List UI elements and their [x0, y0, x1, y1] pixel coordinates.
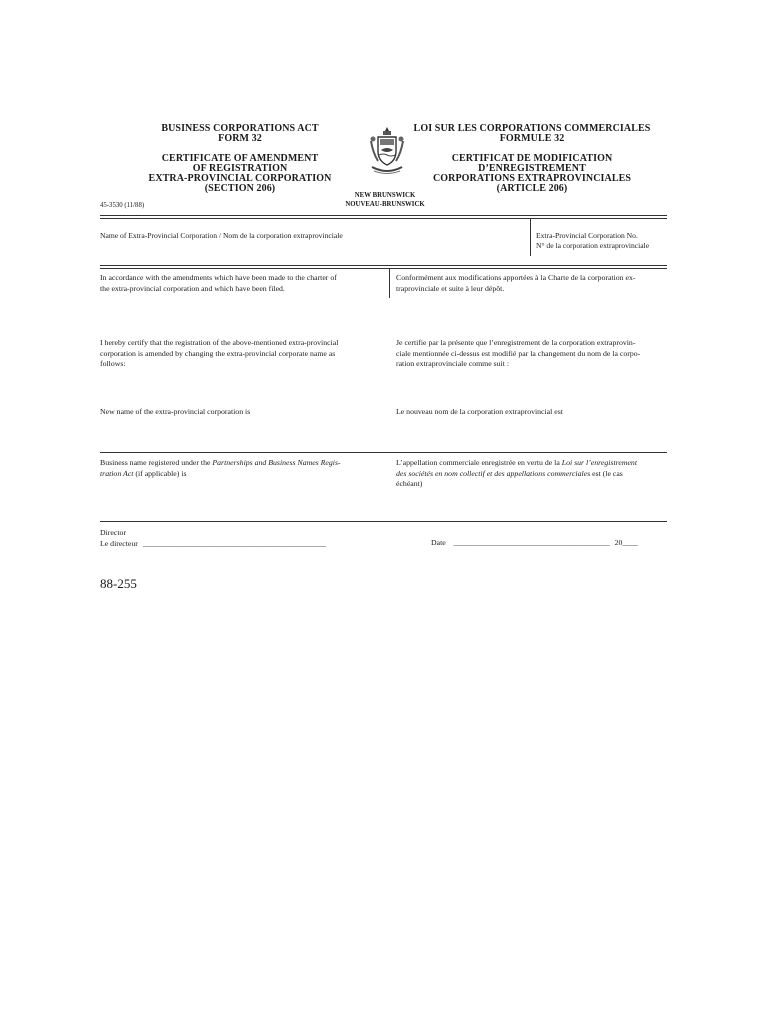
province-fr: NOUVEAU-BRUNSWICK: [345, 200, 425, 208]
business-en-pre: Business name registered under the: [100, 458, 213, 467]
business-fr-act-title-2: des sociétés en nom collectif et des appellations commerciales: [396, 468, 591, 478]
year-field[interactable]: 20____: [614, 538, 638, 547]
header-fr: [402, 124, 662, 194]
certificate-title-en-3: EXTRA-PROVINCIAL CORPORATION: [148, 173, 332, 184]
province-en: NEW BRUNSWICK: [354, 192, 416, 199]
act-title-en: BUSINESS CORPORATIONS ACT: [161, 123, 319, 134]
date-line[interactable]: ________________________________________: [453, 538, 610, 547]
business-fr-pre: L’appellation commerciale enregistrée en vertu de la: [396, 458, 562, 467]
corp-name-input[interactable]: [100, 242, 526, 256]
certify-en-line-2: corporation is amended by changing the extra-provincial corporate name as: [100, 348, 336, 358]
business-en-line-2: [100, 469, 385, 480]
business-fr-line-2: [396, 469, 671, 480]
certificate-title-en-2: OF REGISTRATION: [192, 163, 288, 174]
certify-en-line-1: I hereby certify that the registration of the above-mentioned extra-provincial: [100, 338, 339, 347]
certificate-title-en-1: CERTIFICATE OF AMENDMENT: [161, 153, 319, 164]
business-fr-post: est (le cas: [590, 468, 623, 478]
corp-number-label: [536, 231, 671, 251]
coat-of-arms-icon: [368, 125, 406, 177]
certificate-title-fr-2: D’ENREGISTREMENT: [478, 163, 586, 174]
certificate-title-fr-4: (ARTICLE 206): [496, 183, 568, 194]
footer-form-code: 88-255: [100, 576, 137, 591]
certify-en-line-3: follows:: [100, 359, 126, 368]
amend-en-line-2: the extra-provincial corporation and which have been filed.: [100, 283, 285, 293]
date-block: [431, 538, 671, 549]
corp-number-input[interactable]: [534, 250, 667, 258]
rule-2: [100, 265, 667, 269]
business-name-text-fr: [396, 458, 671, 490]
amend-text-fr: [396, 273, 671, 294]
header-en: [140, 124, 340, 194]
rule-3: [100, 452, 667, 453]
business-en-act-title: Partnerships and Business Names Regis-: [212, 458, 341, 467]
business-name-text-en: [100, 458, 385, 479]
column-divider-1: [389, 268, 390, 298]
business-fr-line-3: échéant): [396, 479, 423, 488]
act-title-fr: LOI SUR LES CORPORATIONS COMMERCIALES: [413, 123, 651, 134]
certify-fr-line-3: ration extraprovinciale comme suit :: [396, 359, 510, 368]
corp-number-label-fr: N° de la corporation extraprovinciale: [536, 241, 650, 250]
corp-name-label: Name of Extra-Provincial Corporation / Nom de la corporation extraprovinciale: [100, 231, 343, 240]
amend-en-line-1: In accordance with the amendments which have been made to the charter of: [100, 273, 337, 282]
certify-text-en: [100, 338, 385, 370]
certify-fr-line-1: Je certifie par la présente que l’enregistrement de la corporation extraprovin-: [396, 338, 636, 347]
province-label: [320, 192, 450, 209]
date-label: Date: [431, 538, 446, 547]
new-name-label-fr: Le nouveau nom de la corporation extraprovincial est: [396, 407, 563, 416]
amend-fr-line-1: Conformément aux modifications apportées à la Charte de la corporation ex-: [396, 273, 636, 282]
corp-number-label-en: Extra-Provincial Corporation No.: [536, 231, 638, 240]
business-name-input[interactable]: [100, 490, 667, 520]
amend-text-en: [100, 273, 385, 294]
form-number-en: FORM 32: [218, 133, 262, 144]
director-signature-line[interactable]: _______________________________________________: [142, 538, 327, 548]
director-signature-row: [100, 539, 400, 550]
field-divider: [530, 219, 531, 256]
certificate-title-en-4: (SECTION 206): [204, 183, 276, 194]
business-en-line-1: [100, 458, 385, 469]
certificate-title-fr-1: CERTIFICAT DE MODIFICATION: [451, 153, 613, 164]
form-number-fr: FORMULE 32: [499, 133, 565, 144]
director-label-fr: Le directeur: [100, 538, 138, 548]
top-rule: [100, 215, 667, 219]
form-code: 45-3530 (11/88): [100, 202, 145, 209]
amend-fr-line-2: traprovinciale et suite à leur dépôt.: [396, 283, 505, 293]
new-name-input[interactable]: [100, 420, 667, 450]
business-fr-act-title: Loi sur l’enregistrement: [561, 458, 637, 467]
certify-fr-line-2: ciale mentionnée ci-dessus est modifié par la changement du nom de la corpo-: [396, 348, 641, 358]
business-en-act-title-2: tration Act: [100, 468, 134, 478]
business-en-post: (if applicable) is: [133, 468, 187, 478]
new-name-label-en: New name of the extra-provincial corporation is: [100, 407, 251, 416]
director-label-en: Director: [100, 528, 126, 537]
certify-text-fr: [396, 338, 671, 370]
director-block: [100, 528, 400, 549]
business-fr-line-1: [396, 458, 671, 469]
certificate-title-fr-3: CORPORATIONS EXTRAPROVINCIALES: [432, 173, 632, 184]
rule-4: [100, 521, 667, 522]
